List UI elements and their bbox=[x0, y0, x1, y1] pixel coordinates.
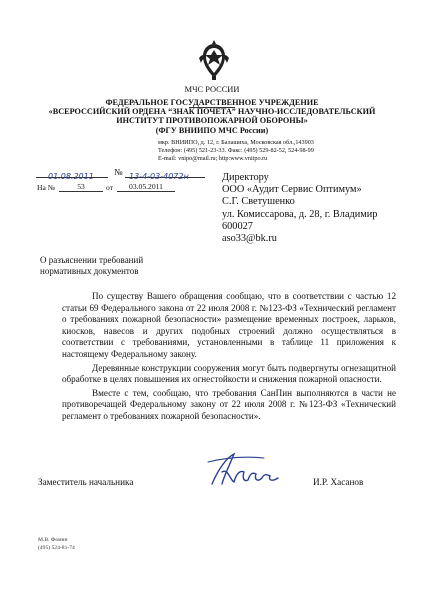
body-paragraph-2: Деревянные конструкции сооружения могут быть подвергнуты огнезащитной обработке в целях повышения их огнестойкости и снижения пожарной опасности. bbox=[62, 362, 396, 385]
executor-phone: (495) 524-81-74 bbox=[38, 545, 75, 551]
reply-date-label: от bbox=[106, 183, 114, 192]
recipient-email: aso33@bk.ru bbox=[222, 233, 277, 244]
signer-position: Заместитель начальника bbox=[38, 477, 134, 487]
body-paragraph-1: По существу Вашего обращения сообщаю, что в соответствии с частью 12 статьи 69 Федерального закона от 22 июля 2008 г. №123-ФЗ «Технический регламент о требованиях пожарной безопасности» размещение временных построек, ларьков, киосков, навесов и других подобных строений должно осуществляться в соответствии с требованиями, установленными в таблице 11 приложения к настоящему Федеральному закону. bbox=[62, 291, 396, 359]
org-address: мкр. ВНИИПО, д. 12, г. Балашиха, Московская обл.,143903 bbox=[158, 139, 314, 146]
outgoing-number: 13-4-03-4072н bbox=[129, 172, 189, 181]
reply-to-number-value: 53 bbox=[77, 182, 85, 191]
executor-name: М.В. Фомин bbox=[38, 537, 68, 543]
outgoing-date: 01.08.2011 bbox=[48, 172, 94, 181]
recipient-position: Директору bbox=[222, 172, 269, 183]
outgoing-number-field bbox=[125, 166, 205, 181]
org-line-1: ФЕДЕРАЛЬНОЕ ГОСУДАРСТВЕННОЕ УЧРЕЖДЕНИЕ bbox=[105, 98, 319, 107]
reply-date bbox=[117, 182, 175, 192]
recipient-street: ул. Комиссарова, д. 28, г. Владимир bbox=[222, 209, 378, 220]
org-email-web: E-mail: vnipo@mail.ru; http:www.vniipo.ru bbox=[158, 155, 268, 162]
recipient-postcode: 600027 bbox=[222, 221, 253, 232]
recipient-name: С.Г. Светушенко bbox=[222, 196, 295, 207]
subject-line-2: нормативных документов bbox=[40, 266, 139, 276]
org-line-3: ИНСТИТУТ ПРОТИВОПОЖАРНОЙ ОБОРОНЫ» bbox=[116, 116, 308, 125]
outgoing-date-field bbox=[36, 166, 108, 181]
reply-date-value: 03.05.2011 bbox=[129, 182, 163, 191]
subject-line-1: О разъяснении требований bbox=[40, 255, 144, 265]
handwritten-signature-icon bbox=[204, 450, 284, 490]
org-line-2: «ВСЕРОССИЙСКИЙ ОРДЕНА “ЗНАК ПОЧЕТА” НАУЧНО-ИССЛЕДОВАТЕЛЬСКИЙ bbox=[48, 107, 376, 116]
body-paragraph-3: Вместе с тем, сообщаю, что требования СанПин выполняются в части не противоречащей Федеральному закону от 22 июля 2008 г. №123-ФЗ «Технический регламент о требованиях пожарной безопасности». bbox=[62, 387, 396, 421]
org-phone-fax: Телефон: (495) 521-23-33. Факс: (495) 529-82-52, 524-98-99 bbox=[158, 147, 314, 154]
number-symbol: № bbox=[114, 167, 123, 177]
org-short-name: (ФГУ ВНИИПО МЧС России) bbox=[155, 126, 269, 135]
reply-to-number bbox=[59, 182, 103, 192]
reply-to-label: На № bbox=[37, 183, 55, 192]
mchs-emblem-icon bbox=[197, 38, 231, 82]
recipient-company: ООО «Аудит Сервис Оптимум» bbox=[222, 184, 362, 195]
agency-name: МЧС РОССИИ bbox=[184, 85, 240, 94]
letter-body bbox=[62, 291, 396, 425]
signer-name: И.Р. Хасанов bbox=[313, 477, 364, 487]
